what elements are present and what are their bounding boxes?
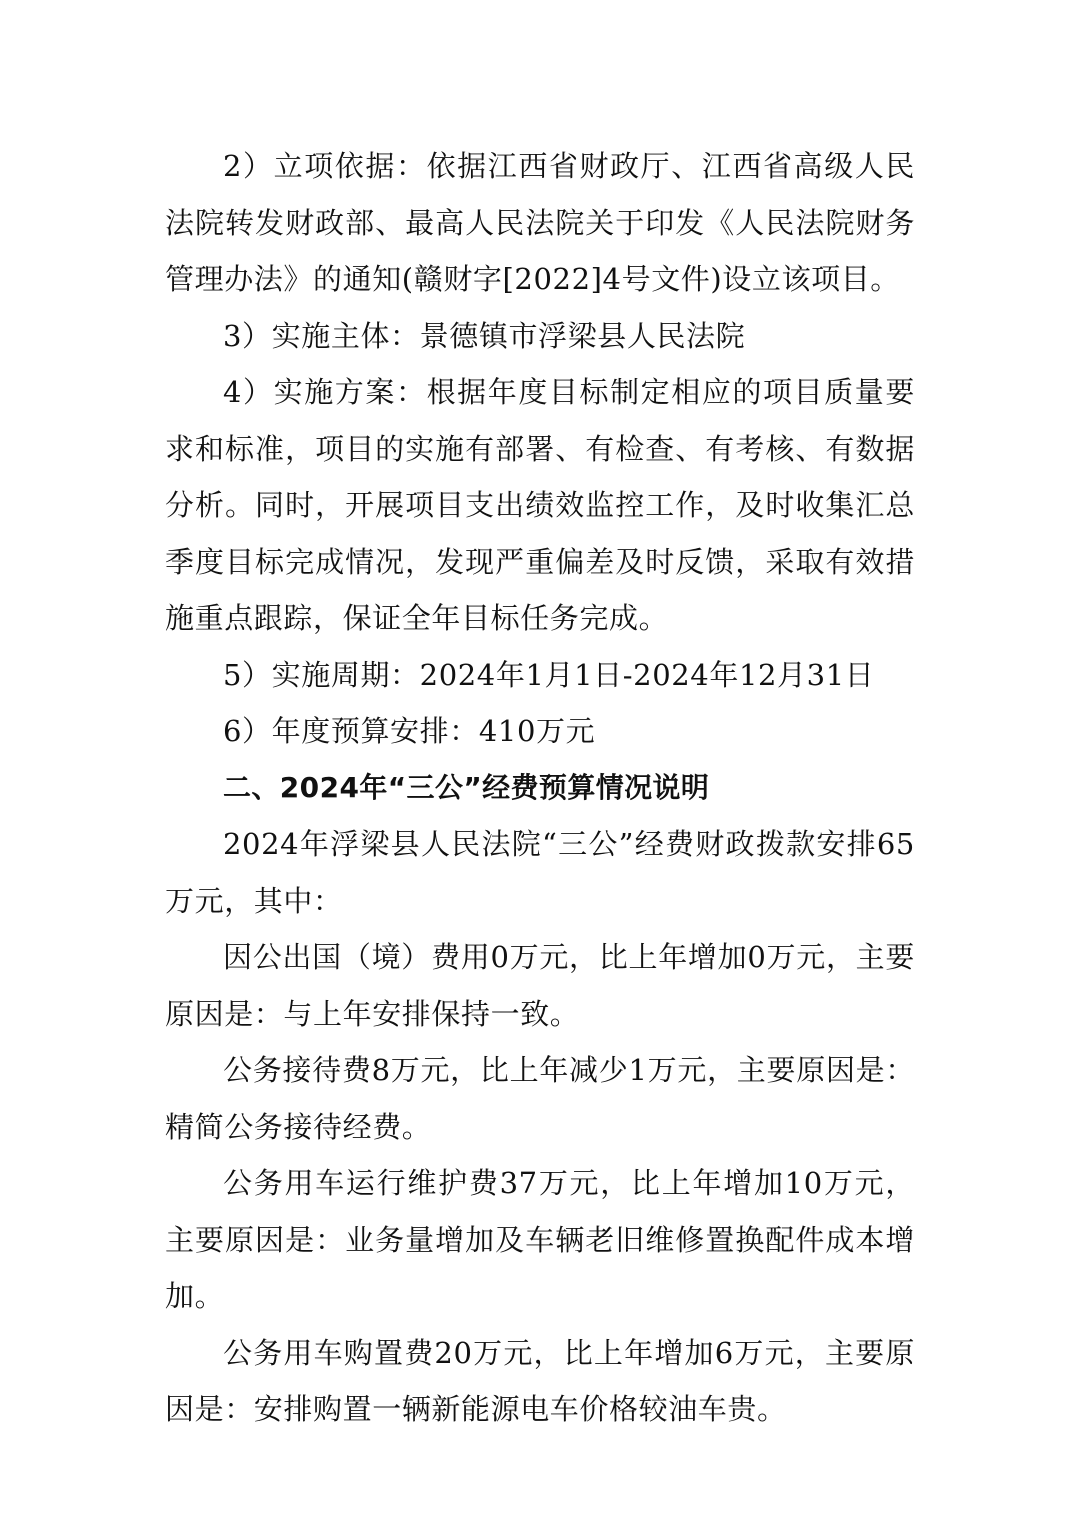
paragraph-three-public-summary: 2024年浮梁县人民法院“三公”经费财政拨款安排65万元，其中： bbox=[165, 827, 915, 918]
paragraph-implementation-plan: 4）实施方案：根据年度目标制定相应的项目质量要求和标准，项目的实施有部署、有检查、有考核、有数据分析。同时，开展项目支出绩效监控工作，及时收集汇总季度目标完成情况，发现严重偏差及时反馈，采取有效措施重点跟踪，保证全年目标任务完成。 bbox=[165, 375, 915, 635]
paragraph-vehicle-operation-expense: 公务用车运行维护费37万元，比上年增加10万元，主要原因是：业务量增加及车辆老旧维修置换配件成本增加。 bbox=[165, 1166, 915, 1313]
document-body bbox=[165, 138, 915, 1438]
paragraph-implementation-period: 5）实施周期：2024年1月1日-2024年12月31日 bbox=[223, 657, 875, 692]
paragraph-project-basis: 2）立项依据：依据江西省财政厅、江西省高级人民法院转发财政部、最高人民法院关于印发《人民法院财务管理办法》的通知(赣财字[2022]4号文件)设立该项目。 bbox=[165, 149, 915, 296]
paragraph-vehicle-purchase-expense: 公务用车购置费20万元，比上年增加6万元，主要原因是：安排购置一辆新能源电车价格较油车贵。 bbox=[165, 1335, 915, 1426]
paragraph-overseas-expense: 因公出国（境）费用0万元，比上年增加0万元，主要原因是：与上年安排保持一致。 bbox=[165, 940, 915, 1031]
paragraph-annual-budget: 6）年度预算安排：410万元 bbox=[223, 714, 596, 748]
section-heading: 二、2024年“三公”经费预算情况说明 bbox=[223, 770, 710, 804]
paragraph-implementing-entity: 3）实施主体：景德镇市浮梁县人民法院 bbox=[223, 318, 746, 353]
paragraph-reception-expense: 公务接待费8万元，比上年减少1万元，主要原因是：精简公务接待经费。 bbox=[165, 1053, 915, 1144]
